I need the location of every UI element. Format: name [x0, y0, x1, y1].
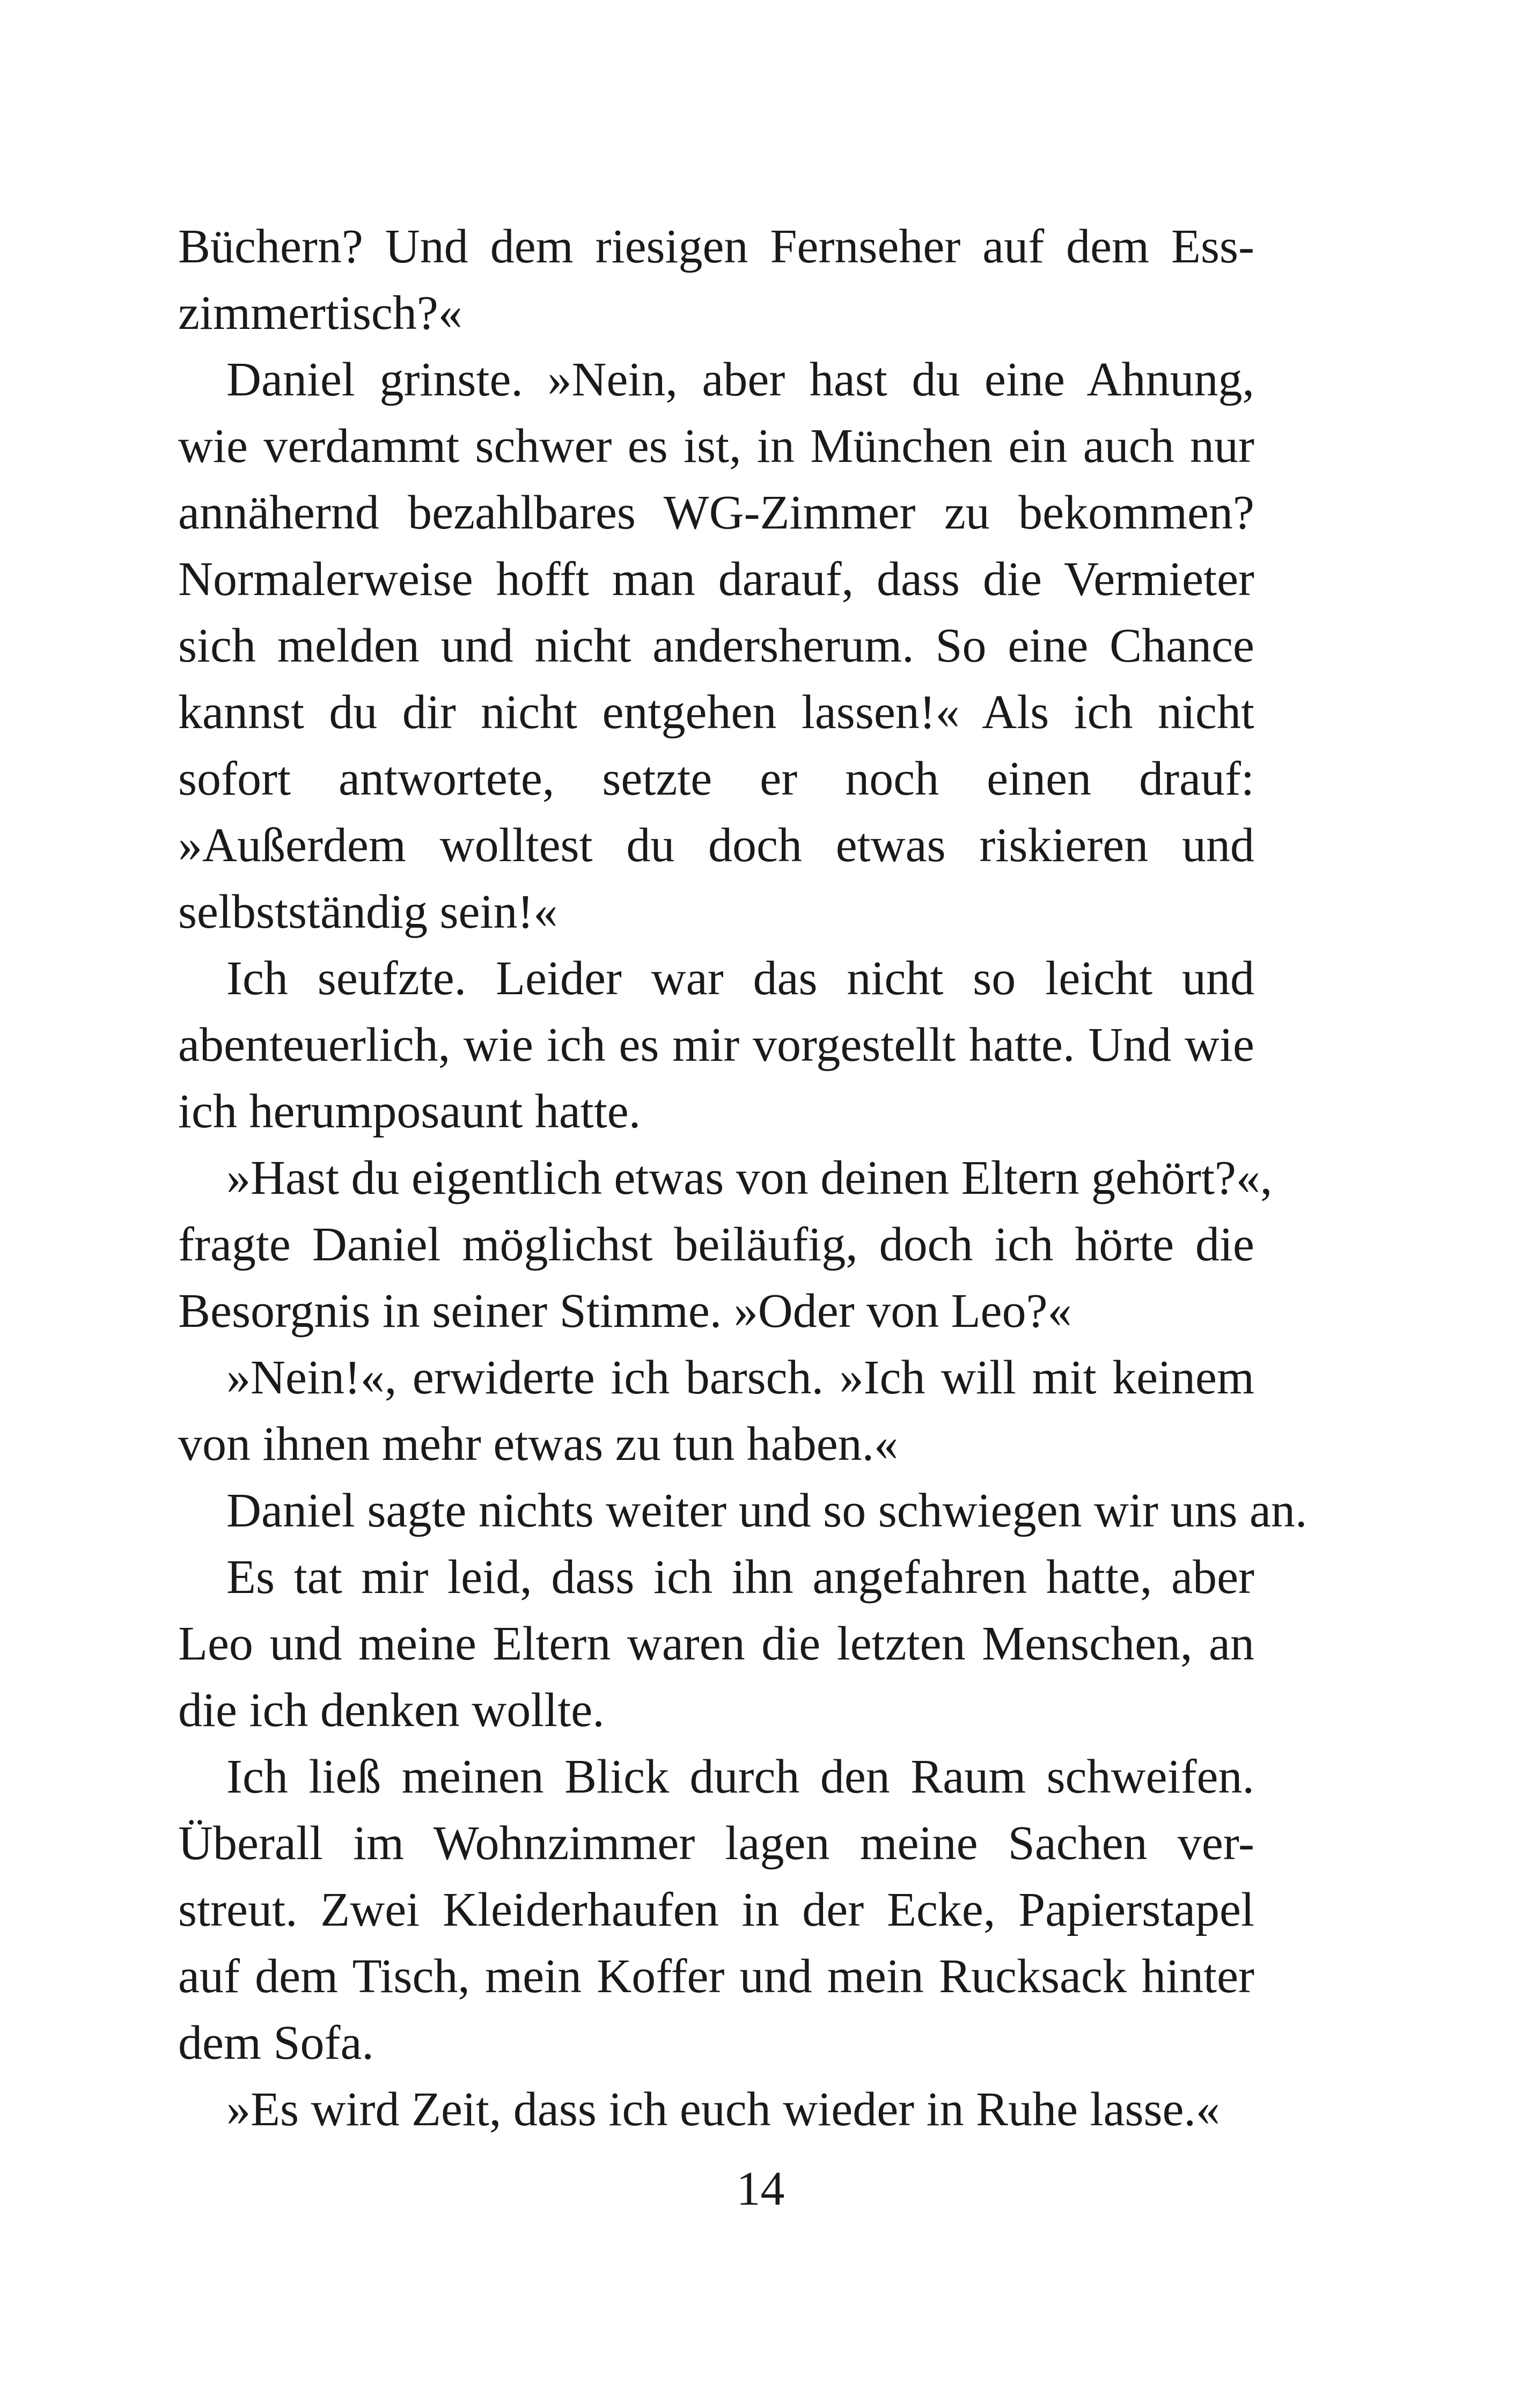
text-line: Überall im Wohnzimmer lagen meine Sachen ver- — [178, 1817, 1254, 1870]
text-line: dem Sofa. — [178, 2016, 374, 2069]
text-line: Normalerweise hofft man darauf, dass die Vermieter — [178, 553, 1254, 606]
text-line: Ich seufzte. Leider war das nicht so leicht und — [226, 952, 1254, 1005]
text-line: Leo und meine Eltern waren die letzten Menschen, an — [178, 1617, 1254, 1670]
paragraph — [178, 1544, 1254, 1744]
text-line: Büchern? Und dem riesigen Fernseher auf dem Ess- — [178, 220, 1254, 273]
text-line: Es tat mir leid, dass ich ihn angefahren hatte, aber — [226, 1551, 1254, 1604]
text-line: »Es wird Zeit, dass ich euch wieder in Ruhe lasse.« — [226, 2083, 1221, 2136]
text-line: »Nein!«, erwiderte ich barsch. »Ich will mit keinem — [226, 1351, 1254, 1404]
page-number: 14 — [736, 2162, 785, 2215]
text-line: sich melden und nicht andersherum. So eine Chance — [178, 619, 1254, 672]
text-line: kannst du dir nicht entgehen lassen!« Als ich nicht — [178, 686, 1254, 739]
text-line: sofort antwortete, setzte er noch einen drauf: — [178, 752, 1254, 805]
text-line: auf dem Tisch, mein Koffer und mein Rucksack hinter — [178, 1950, 1254, 2003]
text-line: zimmertisch?« — [178, 287, 462, 340]
text-line: selbstständig sein!« — [178, 885, 558, 938]
text-line: »Außerdem wolltest du doch etwas riskieren und — [178, 819, 1254, 872]
paragraph — [178, 1145, 1273, 1345]
text-line: Daniel sagte nichts weiter und so schwiegen wir uns an. — [226, 1484, 1307, 1537]
paragraph — [178, 214, 1254, 347]
text-line: Daniel grinste. »Nein, aber hast du eine Ahnung, — [226, 353, 1254, 406]
text-line: ich herumposaunt hatte. — [178, 1085, 641, 1138]
paragraph — [178, 1478, 1307, 1544]
text-line: streut. Zwei Kleiderhaufen in der Ecke, Papierstapel — [178, 1883, 1254, 1936]
text-line: von ihnen mehr etwas zu tun haben.« — [178, 1418, 899, 1471]
text-line: wie verdammt schwer es ist, in München ein auch nur — [178, 420, 1254, 473]
paragraph — [178, 1345, 1254, 1478]
paragraph — [178, 347, 1254, 945]
text-line: Besorgnis in seiner Stimme. »Oder von Leo?« — [178, 1284, 1072, 1338]
text-line: annähernd bezahlbares WG-Zimmer zu bekommen? — [178, 486, 1254, 539]
text-line: die ich denken wollte. — [178, 1684, 605, 1737]
body-text — [178, 214, 1307, 2143]
text-line: Ich ließ meinen Blick durch den Raum schweifen. — [226, 1750, 1254, 1803]
paragraph — [178, 945, 1254, 1145]
text-line: »Hast du eigentlich etwas von deinen Eltern gehört?«, — [226, 1151, 1273, 1205]
text-line: fragte Daniel möglichst beiläufig, doch ich hörte die — [178, 1218, 1254, 1271]
text-line: abenteuerlich, wie ich es mir vorgestellt hatte. Und wie — [178, 1018, 1254, 1071]
paragraph — [178, 1744, 1254, 2076]
paragraph — [178, 2076, 1254, 2143]
